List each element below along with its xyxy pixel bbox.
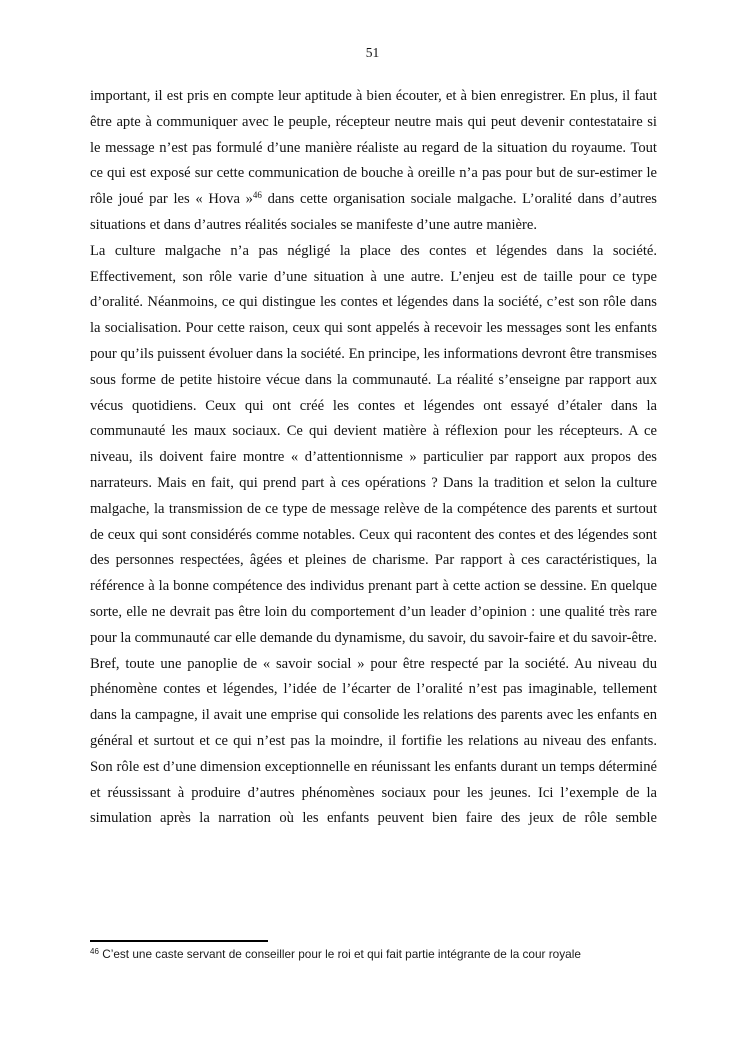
page-number: 51	[365, 45, 380, 60]
footnote-reference-marker: 46	[252, 190, 262, 201]
footnote-text: C’est une caste servant de conseiller pour le roi et qui fait partie intégrante de la cour royale	[102, 947, 581, 961]
footnote-separator-rule	[90, 940, 268, 942]
footnote	[90, 946, 657, 963]
paragraph-1	[90, 84, 657, 239]
body-text	[90, 84, 657, 832]
footnote-number: 46	[90, 947, 99, 956]
paragraph-1-text-before-ref: important, il est pris en compte leur aptitude à bien écouter, et à bien enregistrer. En plus, il faut être apte à communiquer avec le peuple, récepteur neutre mais qui peut devenir contestataire si le message n’est pas formulé d’une manière réaliste au regard de la situation du royaume. Tout ce qui est exposé sur cette communication de bouche à oreille n’a pas pour but de sur-estimer le rôle joué par les « Hova »	[90, 88, 657, 208]
paragraph-1-text-after-ref: dans cette organisation sociale malgache. L’oralité dans d’autres situations et dans d’autres réalités sociales se manifeste d’une autre manière.	[90, 191, 657, 233]
paragraph-2: La culture malgache n’a pas négligé la place des contes et légendes dans la société. Effectivement, son rôle varie d’une situation à une autre. L’enjeu est de taille pour ce type d’oralité. Néanmoins, ce qui distingue les contes et légendes dans la société, c’est son rôle dans la socialisation. Pour cette raison, ceux qui sont appelés à recevoir les messages sont les enfants pour qu’ils puissent évoluer dans la société. En principe, les informations devront être transmises sous forme de petite histoire vécue dans la communauté. La réalité s’enseigne par rapport aux vécus quotidiens. Ceux qui ont créé les contes et légendes ont essayé d’étaler dans la communauté les maux sociaux. Ce qui devient matière à réflexion pour les récepteurs. A ce niveau, ils doivent faire montre « d’attentionnisme » particulier par rapport aux propos des narrateurs. Mais en fait, qui prend part à ces opérations ? Dans la tradition et selon la culture malgache, la transmission de ce type de message relève de la compétence des parents et surtout de ceux qui sont considérés comme notables. Ceux qui racontent des contes et des légendes sont des personnes respectées, âgées et pleines de charisme. Par rapport à ces caractéristiques, la référence à la bonne compétence des individus prenant part à cette action se dessine. En quelque sorte, elle ne devrait pas être loin du comportement d’un leader d’opinion : une qualité très rare pour la communauté car elle demande du dynamisme, du savoir, du savoir-faire et du savoir-être. Bref, toute une panoplie de « savoir social » pour être respecté par la société. Au niveau du phénomène contes et légendes, l’idée de l’écarter de l’oralité n’est pas imaginable, tellement dans la campagne, il avait une emprise qui consolide les relations des parents avec les enfants en général et surtout et ce qui n’est pas la moindre, il fortifie les relations au niveau des enfants. Son rôle est d’une dimension exceptionnelle en réunissant les enfants durant un temps déterminé et réussissant à produire d’autres phénomènes sociaux pour les jeunes. Ici l’exemple de la simulation après la narration où les enfants peuvent bien faire des jeux de rôle semble	[90, 242, 657, 827]
